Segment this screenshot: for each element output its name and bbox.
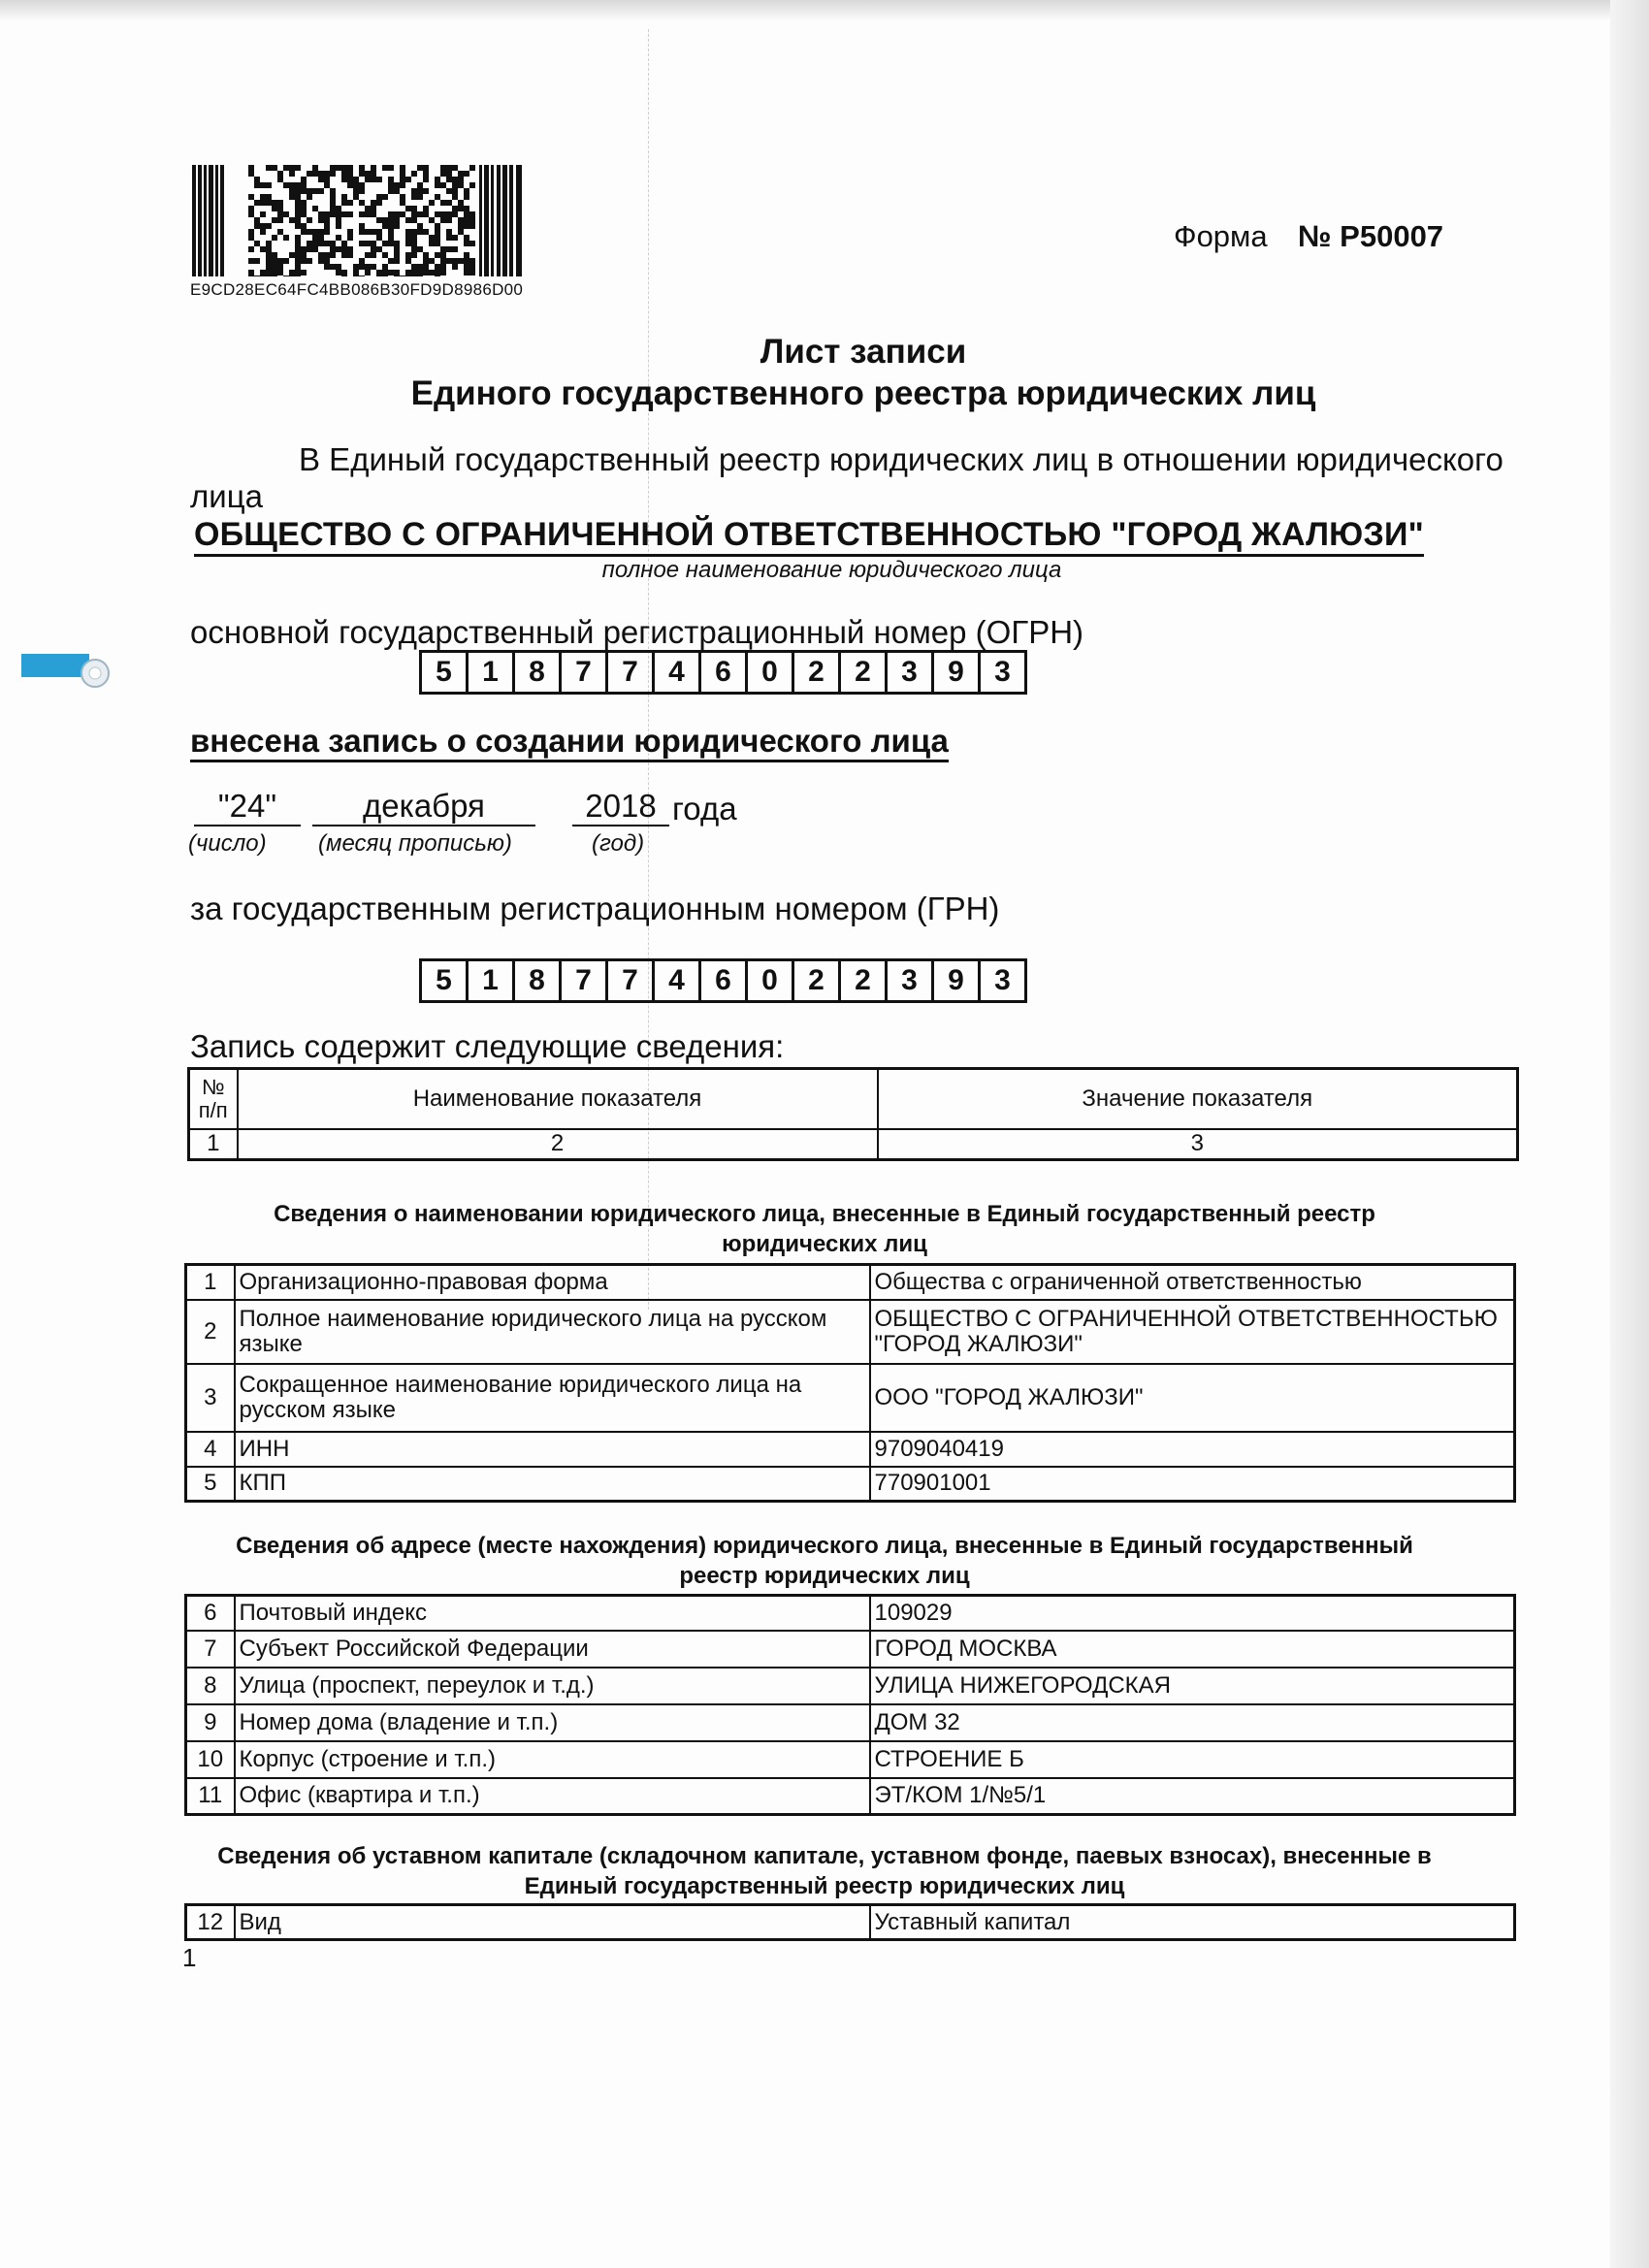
page-number: 1: [182, 1943, 197, 1972]
header-index-1: 1: [189, 1129, 238, 1160]
table-row: [186, 1300, 1515, 1364]
entity-full-name: ОБЩЕСТВО С ОГРАНИЧЕННОЙ ОТВЕТСТВЕННОСТЬЮ "ГОРОД ЖАЛЮЗИ": [194, 516, 1424, 557]
barcode-code: E9CD28EC64FC4BB086B30FD9D8986D00: [190, 280, 524, 299]
grn-digit: 9: [934, 961, 981, 1000]
barcode-icon: [192, 165, 541, 276]
cell-name: Субъект Российской Федерации: [235, 1631, 870, 1668]
grn-digit: 6: [701, 961, 748, 1000]
page-title: Лист записи: [760, 333, 967, 371]
cell-value: Уставный капитал: [870, 1905, 1515, 1940]
ogrn-digit: 3: [981, 653, 1027, 692]
grn-digit: 8: [515, 961, 562, 1000]
cell-num: 2: [186, 1300, 235, 1364]
hint-year: (год): [592, 830, 645, 857]
form-number: № Р50007: [1298, 219, 1444, 253]
record-month: декабря: [312, 788, 535, 826]
header-col-num: № п/п: [189, 1069, 238, 1129]
intro-line-1: В Единый государственный реестр юридических лиц в отношении юридического: [299, 441, 1504, 477]
table-row: [186, 1905, 1515, 1940]
record-type: внесена запись о создании юридического лица: [190, 723, 949, 762]
name-table: [184, 1263, 1516, 1503]
table-row: [186, 1741, 1515, 1778]
section-name-title-line-2: юридических лиц: [722, 1231, 927, 1257]
table-row: [186, 1265, 1515, 1300]
cell-value: 109029: [870, 1596, 1515, 1631]
cell-num: 10: [186, 1741, 235, 1778]
table-row: [186, 1668, 1515, 1704]
cell-num: 8: [186, 1668, 235, 1704]
ogrn-digit: 7: [562, 653, 608, 692]
cell-value: СТРОЕНИЕ Б: [870, 1741, 1515, 1778]
cell-value: УЛИЦА НИЖЕГОРОДСКАЯ: [870, 1668, 1515, 1704]
hint-day: (число): [188, 830, 267, 857]
grn-digit: 7: [608, 961, 655, 1000]
cell-name: Полное наименование юридического лица на русском языке: [235, 1300, 870, 1364]
cell-value: 9709040419: [870, 1432, 1515, 1467]
table-row: [186, 1432, 1515, 1467]
ogrn-digit: 4: [655, 653, 701, 692]
cell-name: Организационно-правовая форма: [235, 1265, 870, 1300]
section-name-title-line-1: Сведения о наименовании юридического лица, внесенные в Единый государственный реестр: [274, 1201, 1375, 1227]
cell-name: КПП: [235, 1467, 870, 1502]
header-index-2: 2: [238, 1129, 878, 1160]
grn-digit-box: [419, 958, 1027, 1003]
cell-name: Улица (проспект, переулок и т.д.): [235, 1668, 870, 1704]
grn-digit: 1: [469, 961, 515, 1000]
cell-value: ЭТ/КОМ 1/№5/1: [870, 1778, 1515, 1815]
cell-num: 11: [186, 1778, 235, 1815]
ogrn-digit: 7: [608, 653, 655, 692]
table-row: [186, 1778, 1515, 1815]
cell-name: Вид: [235, 1905, 870, 1940]
ogrn-digit: 5: [422, 653, 469, 692]
header-col-value: Значение показателя: [878, 1069, 1518, 1129]
ogrn-digit: 2: [841, 653, 888, 692]
cell-num: 12: [186, 1905, 235, 1940]
ogrn-digit: 3: [888, 653, 934, 692]
ogrn-digit-box: [419, 650, 1027, 695]
section-capital-title-line-1: Сведения об уставном капитале (складочном капитале, уставном фонде, паевых взносах), внесенные в: [217, 1843, 1432, 1869]
record-year: 2018: [572, 788, 669, 826]
ogrn-digit: 2: [794, 653, 841, 692]
grn-digit: 2: [794, 961, 841, 1000]
capital-table: [184, 1903, 1516, 1941]
cell-num: 4: [186, 1432, 235, 1467]
grn-digit: 5: [422, 961, 469, 1000]
cell-name: Офис (квартира и т.п.): [235, 1778, 870, 1815]
contains-label: Запись содержит следующие сведения:: [190, 1028, 785, 1064]
table-row: [186, 1364, 1515, 1432]
grn-label: за государственным регистрационным номером (ГРН): [190, 891, 1000, 926]
intro-line-2: лица: [190, 478, 263, 514]
grn-digit: 3: [888, 961, 934, 1000]
address-table: [184, 1594, 1516, 1816]
form-label: Форма: [1174, 219, 1268, 253]
cell-name: Корпус (строение и т.п.): [235, 1741, 870, 1778]
ogrn-digit: 9: [934, 653, 981, 692]
header-index-3: 3: [878, 1129, 1518, 1160]
ogrn-digit: 8: [515, 653, 562, 692]
cell-value: ООО "ГОРОД ЖАЛЮЗИ": [870, 1364, 1515, 1432]
cell-value: ОБЩЕСТВО С ОГРАНИЧЕННОЙ ОТВЕТСТВЕННОСТЬЮ "ГОРОД ЖАЛЮЗИ": [870, 1300, 1515, 1364]
record-year-suffix: года: [672, 791, 737, 826]
cell-name: Сокращенное наименование юридического лица на русском языке: [235, 1364, 870, 1432]
table-row: [186, 1596, 1515, 1631]
cell-value: 770901001: [870, 1467, 1515, 1502]
ogrn-digit: 1: [469, 653, 515, 692]
grn-digit: 3: [981, 961, 1027, 1000]
record-day: "24": [194, 788, 301, 826]
section-address-title-line-2: реестр юридических лиц: [679, 1563, 970, 1589]
section-capital-title: [0, 1841, 1649, 1901]
cell-num: 7: [186, 1631, 235, 1668]
ogrn-digit: 6: [701, 653, 748, 692]
page-subtitle: Единого государственного реестра юридических лиц: [410, 374, 1316, 412]
grn-digit: 2: [841, 961, 888, 1000]
grn-digit: 7: [562, 961, 608, 1000]
header-table: [187, 1067, 1519, 1161]
cell-name: Номер дома (владение и т.п.): [235, 1704, 870, 1741]
cell-value: Общества с ограниченной ответственностью: [870, 1265, 1515, 1300]
section-capital-title-line-2: Единый государственный реестр юридических лиц: [524, 1873, 1125, 1899]
ogrn-label: основной государственный регистрационный номер (ОГРН): [190, 614, 1084, 650]
ogrn-digit: 0: [748, 653, 794, 692]
section-address-title-line-1: Сведения об адресе (месте нахождения) юридического лица, внесенные в Единый государственный: [236, 1533, 1413, 1559]
cell-name: Почтовый индекс: [235, 1596, 870, 1631]
hint-month: (месяц прописью): [318, 830, 512, 857]
entity-name-hint: полное наименование юридического лица: [601, 557, 1062, 583]
cell-num: 6: [186, 1596, 235, 1631]
cell-value: ГОРОД МОСКВА: [870, 1631, 1515, 1668]
section-name-title: [0, 1199, 1649, 1259]
cell-value: ДОМ 32: [870, 1704, 1515, 1741]
table-row: [186, 1631, 1515, 1668]
cell-num: 1: [186, 1265, 235, 1300]
cell-num: 3: [186, 1364, 235, 1432]
paperclip-icon: [21, 648, 111, 691]
table-row: [186, 1467, 1515, 1502]
cell-name: ИНН: [235, 1432, 870, 1467]
grn-digit: 4: [655, 961, 701, 1000]
section-address-title: [0, 1531, 1649, 1591]
grn-digit: 0: [748, 961, 794, 1000]
header-col-name: Наименование показателя: [238, 1069, 878, 1129]
cell-num: 5: [186, 1467, 235, 1502]
table-row: [186, 1704, 1515, 1741]
cell-num: 9: [186, 1704, 235, 1741]
scan-top-shadow: [0, 0, 1649, 21]
